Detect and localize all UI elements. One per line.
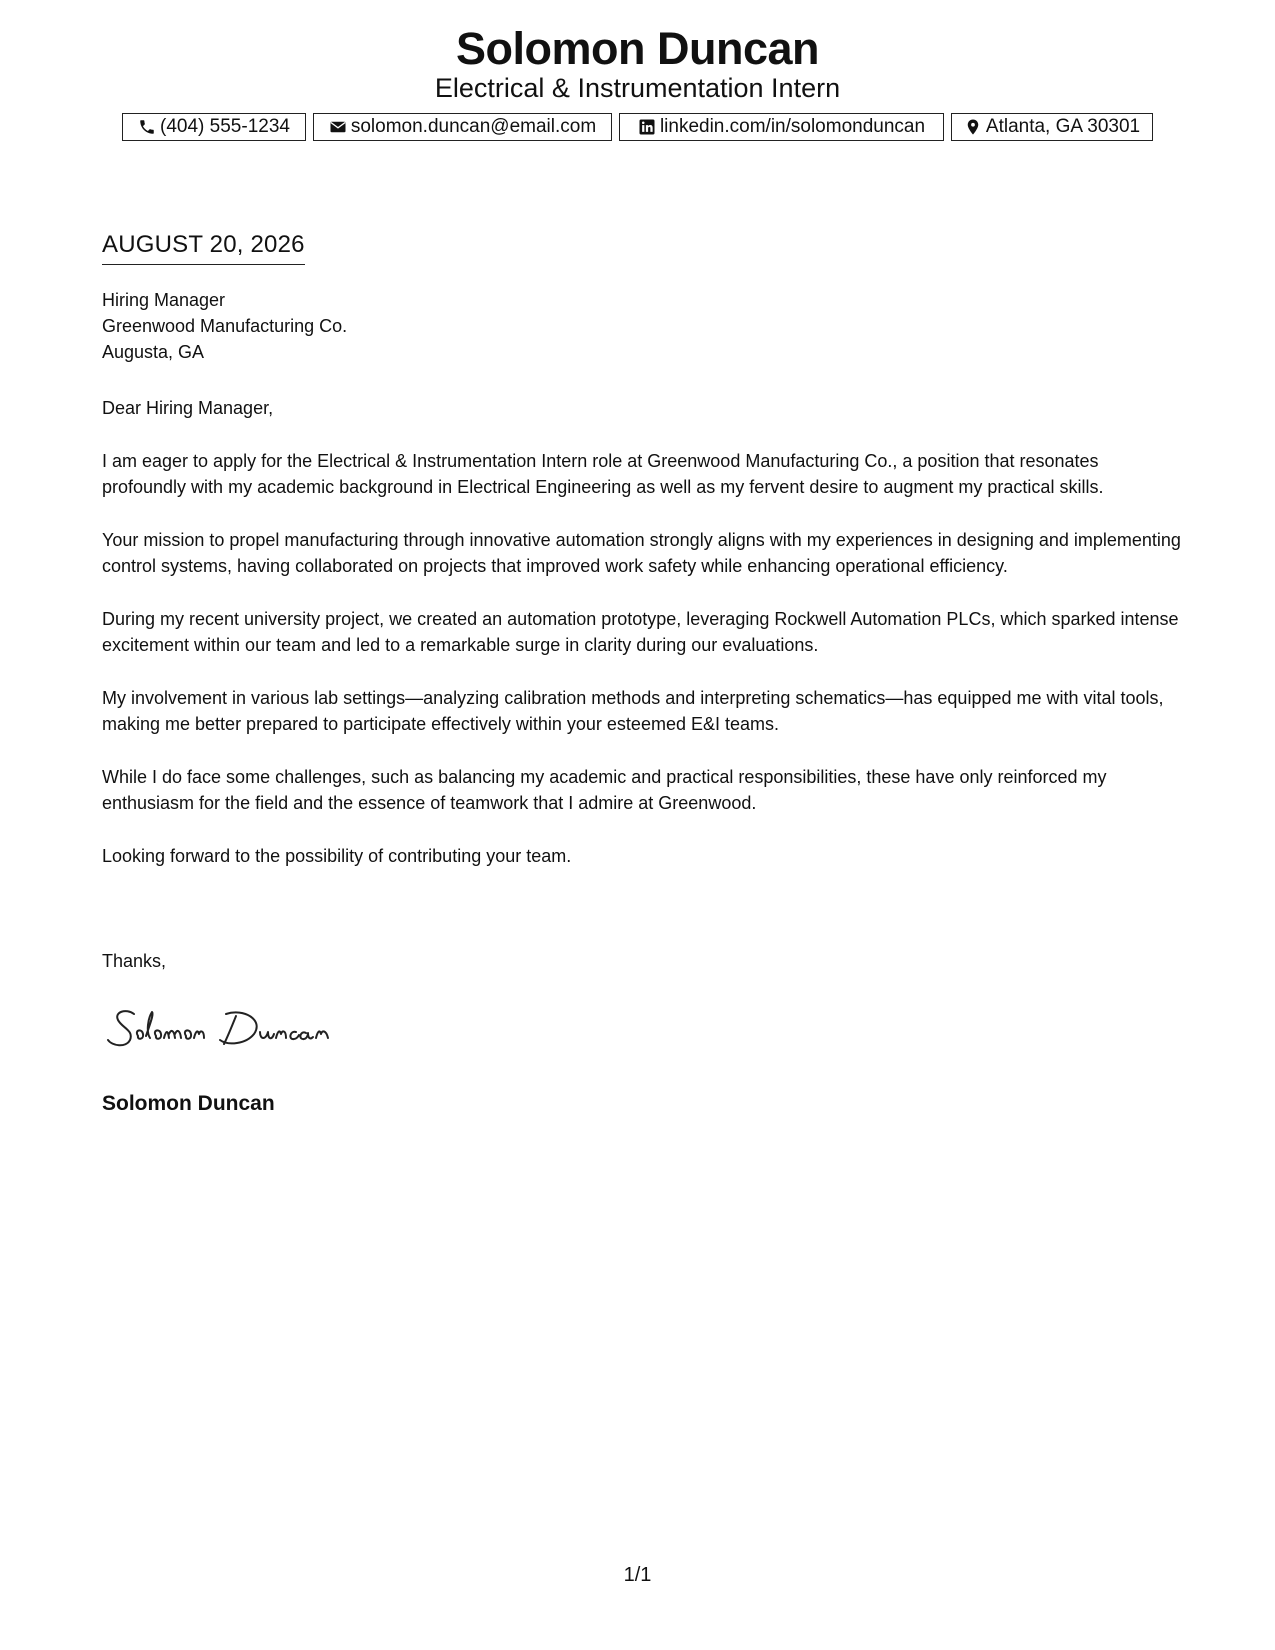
- contact-phone[interactable]: [122, 113, 306, 141]
- body-paragraph: Looking forward to the possibility of contributing your team.: [102, 845, 572, 866]
- contact-location-text: Atlanta, GA 30301: [985, 116, 1141, 137]
- recipient-block: [102, 287, 347, 365]
- contact-email-text: solomon.duncan@email.com: [350, 116, 597, 137]
- applicant-title: Electrical & Instrumentation Intern: [434, 73, 841, 103]
- contact-email[interactable]: [313, 113, 612, 141]
- recipient-line: Greenwood Manufacturing Co.: [102, 316, 348, 336]
- contact-linkedin[interactable]: [619, 113, 944, 141]
- recipient-line: Hiring Manager: [102, 290, 226, 310]
- body-paragraph: Your mission to propel manufacturing through innovative automation strongly aligns with my experiences in designing and implementing control systems, having collaborated on projects that improved work safety while enhancing operational efficiency.: [102, 529, 1181, 576]
- signed-name: Solomon Duncan: [102, 1092, 275, 1115]
- body-paragraph: While I do face some challenges, such as balancing my academic and practical responsibilities, these have only reinforced my enthusiasm for the field and the essence of teamwork that I admire at Greenwood.: [102, 766, 1107, 813]
- contact-location: [951, 113, 1153, 141]
- closing: Thanks,: [102, 951, 167, 971]
- applicant-name: Solomon Duncan: [456, 23, 819, 74]
- letter-date: AUGUST 20, 2026: [102, 228, 305, 265]
- contact-linkedin-text: linkedin.com/in/solomonduncan: [659, 116, 926, 137]
- linkedin-icon: [638, 118, 656, 136]
- contact-bar: [0, 113, 1275, 141]
- contact-phone-text: (404) 555-1234: [160, 116, 290, 137]
- body-paragraph: During my recent university project, we created an automation prototype, leveraging Rockwell Automation PLCs, which sparked intense excitement within our team and led to a remarkable surge in clarity during our evaluations.: [102, 608, 1179, 655]
- letter-header: [0, 22, 1275, 104]
- recipient-line: Augusta, GA: [102, 342, 205, 362]
- envelope-icon: [329, 118, 347, 136]
- page-number: 1/1: [623, 1564, 652, 1586]
- body-paragraph: I am eager to apply for the Electrical & Instrumentation Intern role at Greenwood Manufacturing Co., a position that resonates profoundly with my academic background in Electrical Engineering as well as my fervent desire to augment my practical skills.: [102, 450, 1104, 497]
- map-pin-icon: [964, 118, 982, 136]
- salutation: Dear Hiring Manager,: [102, 398, 274, 418]
- letter-body: [102, 395, 1182, 895]
- body-paragraph: My involvement in various lab settings—analyzing calibration methods and interpreting schematics—has equipped me with vital tools, making me better prepared to participate effectively within your esteemed E&I teams.: [102, 687, 1164, 734]
- handwritten-signature: [104, 1000, 364, 1060]
- phone-icon: [138, 118, 156, 136]
